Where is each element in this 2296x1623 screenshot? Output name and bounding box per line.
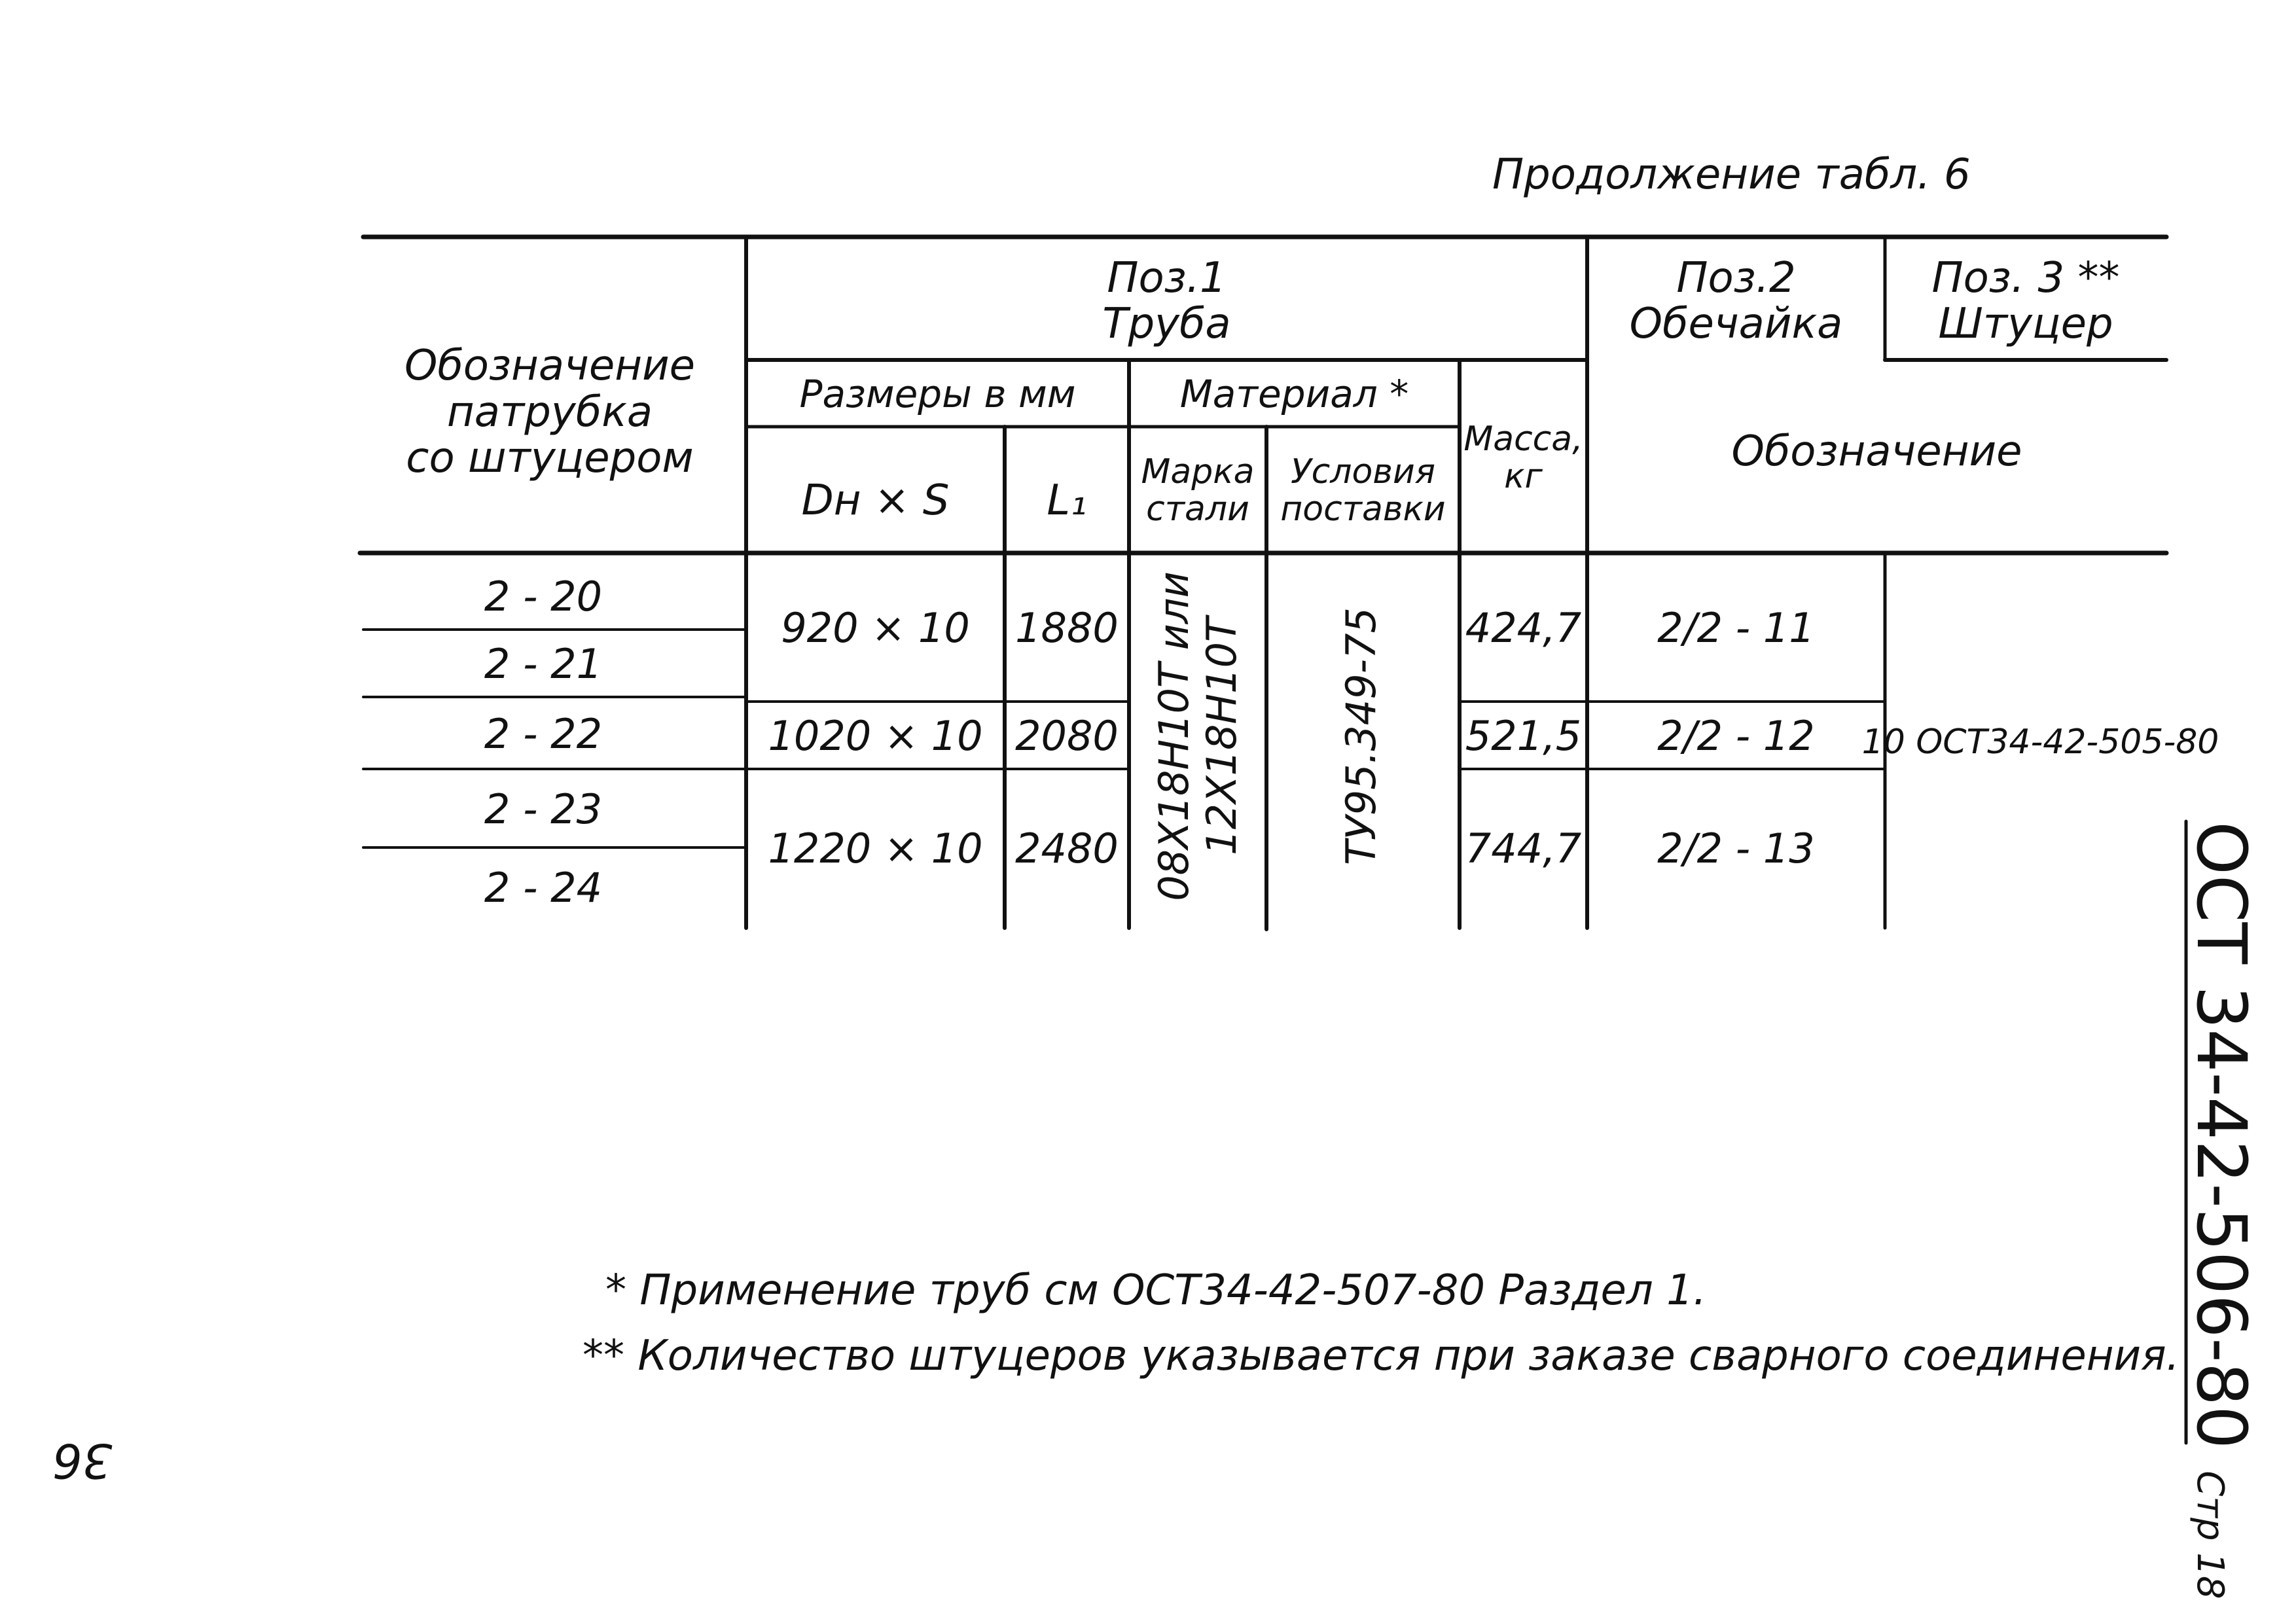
mass-cell: 424,7 bbox=[1465, 603, 1582, 652]
pos2-cell: 2/2 - 13 bbox=[1657, 825, 1815, 873]
footnote-2: ** Количество штуцеров указывается при заказе сварного соединения. bbox=[583, 1332, 2179, 1380]
header-designation-line-2: патрубка bbox=[446, 387, 653, 437]
header-grade-line-2: стали bbox=[1146, 490, 1249, 529]
header-l1: L₁ bbox=[1047, 476, 1087, 525]
header-pos2-number: Поз.2 bbox=[1676, 253, 1796, 302]
dn-s-cell: 920 × 10 bbox=[781, 603, 970, 652]
l1-cell: 2480 bbox=[1015, 825, 1119, 873]
header-sizes: Размеры в мм bbox=[799, 371, 1076, 416]
header-grade bbox=[1129, 432, 1266, 550]
dn-s-cell: 1220 × 10 bbox=[768, 825, 983, 873]
header-designation bbox=[367, 314, 733, 510]
header-pos1-name: Труба bbox=[1102, 300, 1231, 348]
table-continuation-caption: Продолжение табл. 6 bbox=[1492, 151, 1971, 199]
header-pos3 bbox=[1885, 245, 2166, 357]
header-pos3-name: Штуцер bbox=[1938, 300, 2113, 348]
standard-code: ОСТ 34-42-506-80 bbox=[2181, 821, 2261, 1450]
sheet-number: Стр 18 bbox=[2189, 1471, 2231, 1599]
code-cell: 2 - 23 bbox=[484, 785, 603, 834]
header-designation-line-3: со штуцером bbox=[406, 434, 694, 483]
mass-cell: 744,7 bbox=[1465, 825, 1582, 873]
header-material: Материал * bbox=[1179, 371, 1409, 416]
header-pos2-name: Обечайка bbox=[1629, 300, 1843, 348]
header-supply-line-2: поставки bbox=[1280, 490, 1446, 529]
header-pos1-number: Поз.1 bbox=[1107, 253, 1227, 302]
header-mass bbox=[1460, 393, 1587, 524]
header-pos3-number: Поз. 3 ** bbox=[1931, 253, 2120, 302]
code-cell: 2 - 20 bbox=[484, 573, 603, 621]
steel-grade-vertical bbox=[1129, 540, 1266, 933]
header-supply-line-1: Условия bbox=[1290, 452, 1436, 491]
l1-cell: 2080 bbox=[1015, 711, 1119, 760]
header-mass-line-1: Масса, bbox=[1463, 419, 1583, 459]
code-cell: 2 - 21 bbox=[484, 640, 603, 688]
dn-s-cell: 1020 × 10 bbox=[768, 711, 983, 760]
header-mass-line-2: кг bbox=[1504, 457, 1543, 496]
header-dn-s: Dн × S bbox=[801, 476, 950, 525]
supply-conditions-vertical: ТУ95.349-75 bbox=[1337, 607, 1385, 865]
header-pos1 bbox=[746, 245, 1587, 357]
standard-code-vertical bbox=[2181, 821, 2261, 1599]
header-designation-col: Обозначение bbox=[1731, 427, 2022, 476]
code-cell: 2 - 24 bbox=[484, 864, 603, 912]
steel-grade-line-2: 12Х18Н10Т bbox=[1198, 617, 1246, 855]
steel-grade-line-1: 08Х18Н10Т или bbox=[1150, 571, 1198, 901]
header-pos2 bbox=[1587, 245, 1885, 357]
header-designation-line-1: Обозначение bbox=[404, 342, 696, 391]
pos3-designation-cell: 10 ОСТ34-42-505-80 bbox=[1861, 722, 2219, 762]
pos2-cell: 2/2 - 12 bbox=[1657, 711, 1815, 760]
pos2-cell: 2/2 - 11 bbox=[1657, 603, 1815, 652]
page-number: 36 bbox=[52, 1433, 113, 1488]
header-supply bbox=[1266, 432, 1460, 550]
footnote-1: * Применение труб см ОСТ34-42-507-80 Раздел 1. bbox=[605, 1266, 1707, 1315]
code-cell: 2 - 22 bbox=[484, 710, 603, 758]
l1-cell: 1880 bbox=[1015, 603, 1119, 652]
mass-cell: 521,5 bbox=[1465, 711, 1582, 760]
header-grade-line-1: Марка bbox=[1141, 452, 1255, 491]
